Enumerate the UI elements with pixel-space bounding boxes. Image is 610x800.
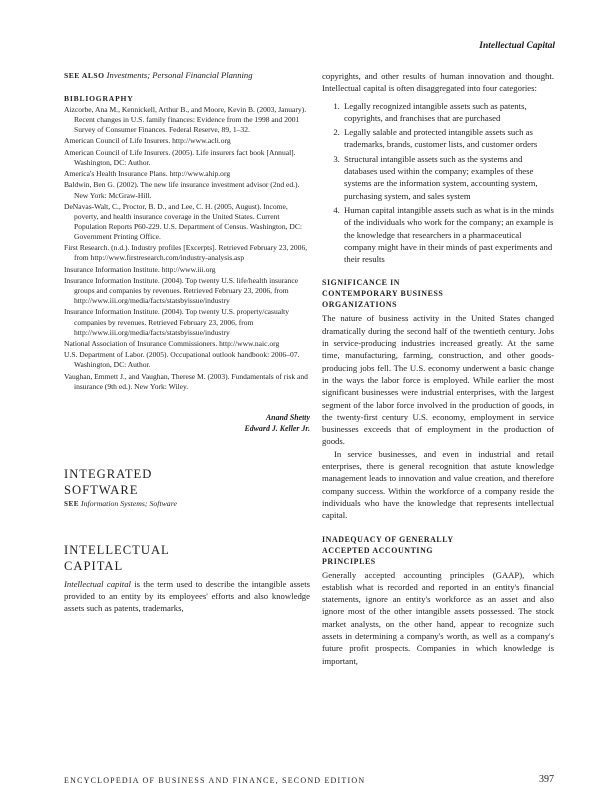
footer-title: ENCYCLOPEDIA OF BUSINESS AND FINANCE, SECOND EDITION [64, 776, 366, 785]
entry-intro-paragraph [64, 578, 310, 615]
section-heading-line: ACCEPTED ACCOUNTING [322, 545, 434, 555]
reference-item: Insurance Information Institute. (2004). Top twenty U.S. property/casualty companies by revenues. Retrieved February 23, 2006, from http://www.iii.org/media/facts/statsbyissue/industry [64, 307, 290, 337]
see-also [64, 70, 310, 80]
reference-item: Aizcorbe, Ana M., Kennickell, Arthur B., and Moore, Kevin B. (2003, January). Recent changes in U.S. family finances: Evidence from the 1998 and 2001 Survey of Consumer Finances. Federal Reserve, 89, 1–32. [64, 105, 307, 135]
see-links[interactable]: Information Systems; Software [81, 498, 177, 508]
category-item: 3. Structural intangible assets such as the systems and databases used within the company; examples of these systems are the information system, accounting system, purchasing system, and sales system [342, 153, 554, 202]
section-heading-line: SIGNIFICANCE IN [322, 278, 401, 288]
entry-title-line: CAPITAL [64, 558, 124, 573]
section-heading-line: PRINCIPLES [322, 556, 376, 566]
left-column [64, 70, 310, 615]
article-authors [64, 412, 310, 434]
category-item: 1. Legally recognized intangible assets such as patents, copyrights, and franchises that are purchased [342, 100, 554, 125]
see-reference [64, 499, 310, 508]
entry-intellectual-capital [64, 542, 310, 615]
reference-item: First Research. (n.d.). Industry profiles [Excerpts]. Retrieved February 23, 2006, from http://www.firstresearch.com/industry-analysis.asp [64, 243, 308, 263]
entry-title-line: INTEGRATED [64, 466, 153, 481]
intro-paragraph: copyrights, and other results of human innovation and thought. Intellectual capital is often disaggregated into four categories: [322, 71, 554, 94]
see-also-links[interactable]: Investments; Personal Financial Planning [106, 70, 253, 80]
reference-item: Vaughan, Emmett J., and Vaughan, Therese M. (2003). Fundamentals of risk and insurance (9th ed.). New York: Wiley. [64, 371, 308, 391]
category-item: 4. Human capital intangible assets such as what is in the minds of the individuals who work for the company; an example is the knowledge that researchers in a pharmaceutical company might have in their minds of past experiments and their results [342, 204, 554, 265]
entry-title [64, 542, 310, 574]
reference-item: DeNavas-Walt, C., Proctor, B. D., and Lee, C. H. (2005, August). Income, poverty, and health insurance coverage in the United States. Current Population Reports P60-229. U.S. Department of Census. Washington, DC: Government Printing Office. [64, 201, 302, 242]
see-also-label: SEE ALSO [64, 71, 105, 80]
bibliography-list [64, 105, 310, 392]
reference-item: Baldwin, Ben G. (2002). The new life insurance investment advisor (2nd ed.). New York: McGraw-Hill. [64, 180, 300, 200]
entry-title-line: INTELLECTUAL [64, 542, 170, 557]
body-paragraph: In service businesses, and even in industrial and retail enterprises, there is general recognition that astute knowledge management leads to innovation and value creation, and therefore company success. Within the workforce of a company reside the individuals who have the knowledge that represents intellectual capital. [322, 448, 554, 521]
category-item: 2. Legally salable and protected intangible assets such as trademarks, brands, customer lists, and customer orders [342, 126, 554, 151]
reference-item: U.S. Department of Labor. (2005). Occupational outlook handbook: 2006–07. Washington, DC: Author. [64, 350, 300, 370]
right-column [322, 70, 554, 667]
bibliography-heading: BIBLIOGRAPHY [64, 94, 134, 103]
entry-integrated-software [64, 466, 310, 508]
section-heading [322, 534, 554, 567]
author-name: Anand Shetty [265, 412, 310, 422]
reference-item: America's Health Insurance Plans. http://www.ahip.org [64, 169, 231, 179]
section-heading-line: INADEQUACY OF GENERALLY [322, 534, 454, 544]
running-head: Intellectual Capital [479, 41, 555, 51]
page-footer [64, 776, 554, 785]
author-name: Edward J. Keller Jr. [244, 423, 310, 433]
entry-title [64, 466, 310, 498]
section-heading [322, 277, 554, 310]
reference-item: American Council of Life Insurers. (2005). Life insurers fact book [Annual]. Washington, DC: Author. [64, 147, 296, 167]
page-number: 397 [539, 774, 554, 785]
body-paragraph: Generally accepted accounting principles (GAAP), which establish what is recorded and reported in an entity's financial statements, ignore an entity's workforce as an asset and also ignore most of the other intangible assets possessed. The stock market analysts, on the other hand, appear to recognize such assets in determining a company's worth, as well as a company's future profit prospects. Companies in which knowledge is important, [322, 569, 554, 666]
body-paragraph: The nature of business activity in the United States changed dramatically during the second half of the twentieth century. Jobs in service-producing industries increased greatly. At the same time, manufacturing, farming, construction, and other goods-producing jobs fell. The U.S. economy underwent a basic change in the ways the labor force is employed. While earlier the most significant businesses were industrial enterprises, with the largest segment of the labor force involved in the production of goods, in the twenty-first century U.S. economy, employment in service businesses exceeds that of employment in the production of goods. [322, 313, 554, 447]
entry-title-line: SOFTWARE [64, 482, 139, 497]
reference-item: American Council of Life Insurers. http://www.acli.org [64, 136, 231, 146]
categories-list [322, 100, 554, 266]
reference-item: Insurance Information Institute. http://www.iii.org [64, 264, 216, 274]
defined-term: Intellectual capital [64, 578, 131, 589]
paragraph-text: is the term used to describe the intangible assets provided to an entity by its employees' efforts and also knowledge assets such as patents, trademarks, [64, 578, 310, 614]
section-heading-line: CONTEMPORARY BUSINESS [322, 289, 444, 299]
reference-item: Insurance Information Institute. (2004). Top twenty U.S. life/health insurance groups and companies by revenues. Retrieved February 23, 2006, from http://www.iii.org/media/facts/statsbyissue/industry [64, 276, 299, 306]
reference-item: National Association of Insurance Commissioners. http://www.naic.org [64, 338, 280, 348]
see-label: SEE [64, 499, 80, 508]
section-heading-line: ORGANIZATIONS [322, 300, 398, 310]
